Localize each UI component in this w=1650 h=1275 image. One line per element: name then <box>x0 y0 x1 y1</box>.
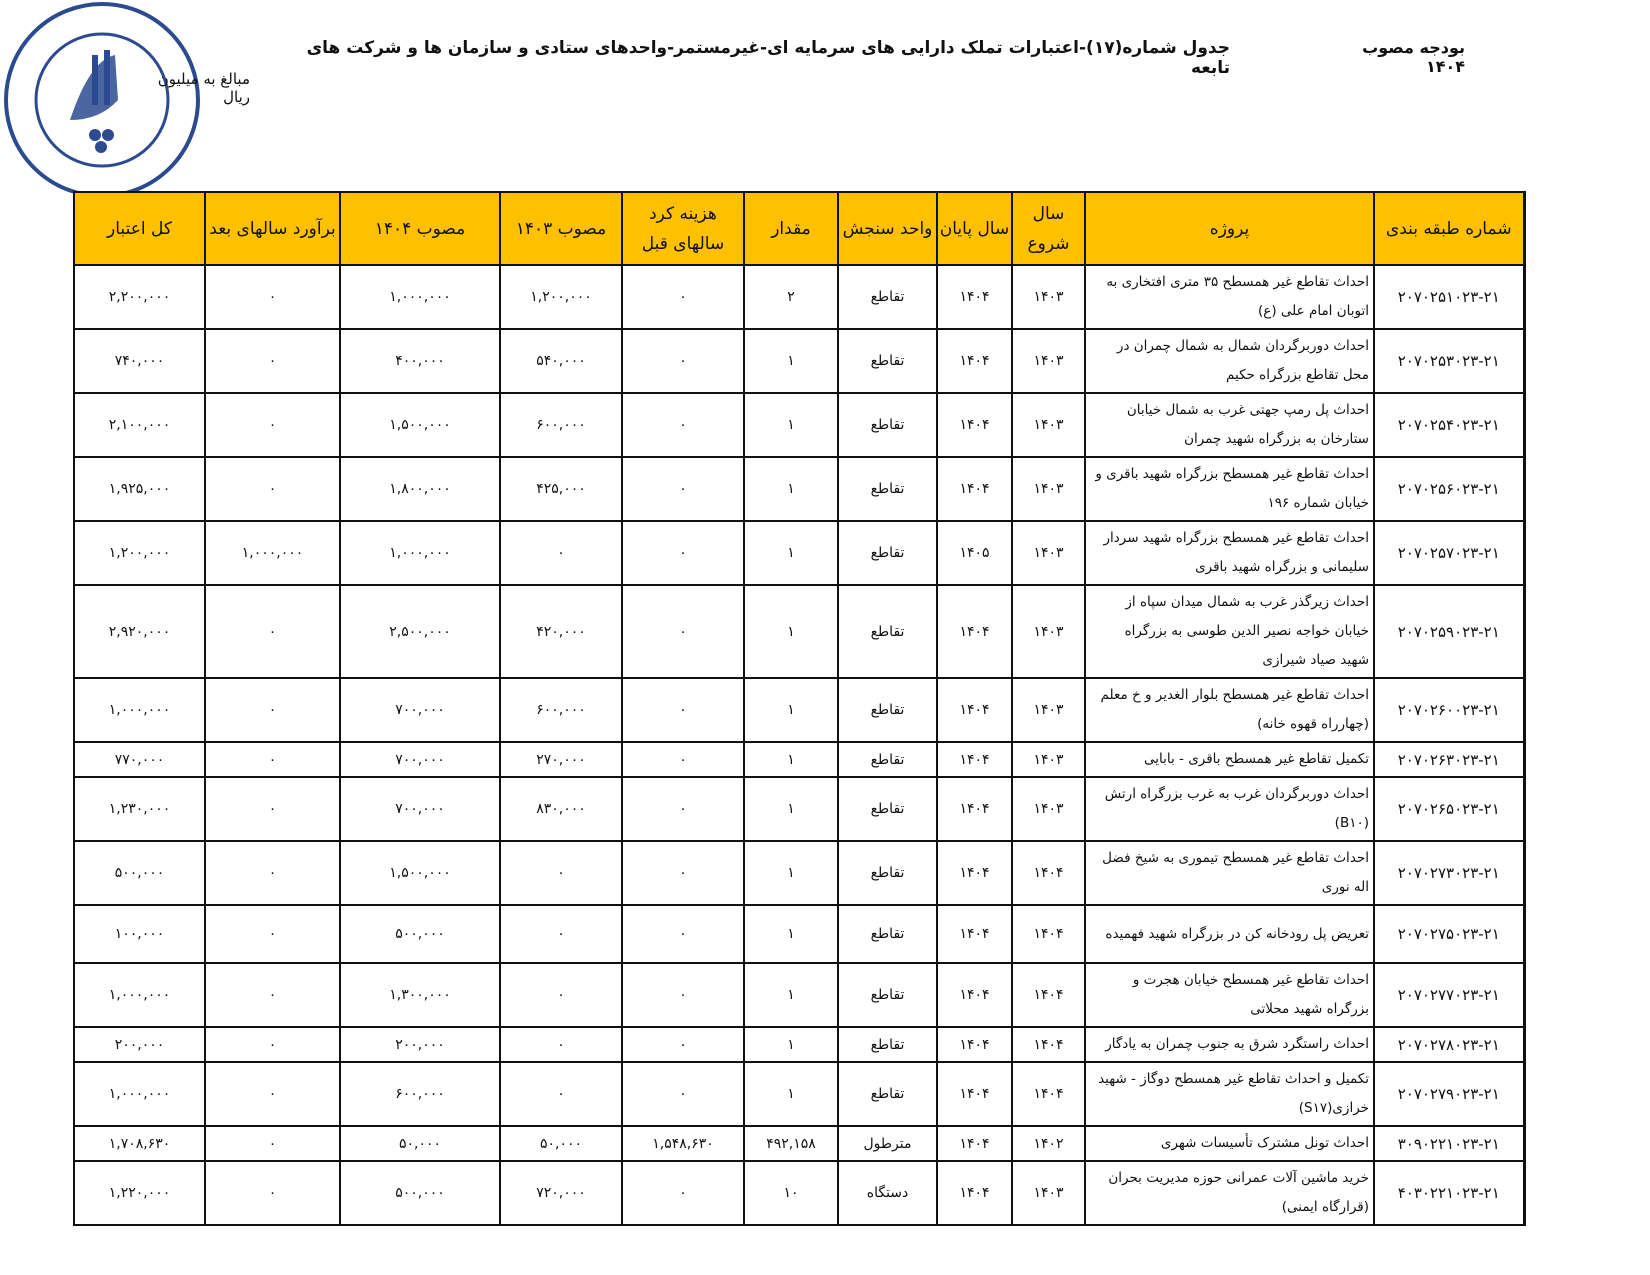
column-header-unit: واحد سنجش <box>838 192 937 265</box>
cell-quantity: ۱ <box>744 777 838 841</box>
cell-total-credit: ۱,۹۲۵,۰۰۰ <box>74 457 205 521</box>
cell-approved-1404: ۷۰۰,۰۰۰ <box>340 678 500 742</box>
cell-prior-spend: ۰ <box>622 265 744 329</box>
cell-total-credit: ۱,۷۰۸,۶۳۰ <box>74 1126 205 1161</box>
cell-prior-spend: ۰ <box>622 777 744 841</box>
cell-approved-1404: ۵۰۰,۰۰۰ <box>340 1161 500 1225</box>
cell-prior-spend: ۰ <box>622 905 744 963</box>
cell-approved-1403: ۶۰۰,۰۰۰ <box>500 678 622 742</box>
cell-end-year: ۱۴۰۴ <box>937 585 1012 678</box>
cell-prior-spend: ۰ <box>622 963 744 1027</box>
cell-unit: تقاطع <box>838 329 937 393</box>
cell-prior-spend: ۰ <box>622 457 744 521</box>
column-header-code: شماره طبقه بندی <box>1374 192 1524 265</box>
column-header-approved-1404: مصوب ۱۴۰۴ <box>340 192 500 265</box>
cell-future-estimate: ۰ <box>205 777 340 841</box>
cell-start-year: ۱۴۰۳ <box>1012 1161 1085 1225</box>
cell-future-estimate: ۰ <box>205 841 340 905</box>
table-row <box>74 963 1524 1027</box>
table-row <box>74 841 1524 905</box>
cell-prior-spend: ۰ <box>622 329 744 393</box>
cell-total-credit: ۷۷۰,۰۰۰ <box>74 742 205 777</box>
cell-start-year: ۱۴۰۳ <box>1012 585 1085 678</box>
cell-code: ۲۰۷۰۲۵۷۰۲۳-۲۱ <box>1374 521 1524 585</box>
cell-code: ۲۰۷۰۲۷۵۰۲۳-۲۱ <box>1374 905 1524 963</box>
cell-start-year: ۱۴۰۴ <box>1012 963 1085 1027</box>
cell-future-estimate: ۰ <box>205 265 340 329</box>
cell-approved-1403: ۰ <box>500 521 622 585</box>
cell-quantity: ۲ <box>744 265 838 329</box>
cell-end-year: ۱۴۰۴ <box>937 742 1012 777</box>
cell-approved-1403: ۰ <box>500 841 622 905</box>
cell-project: احداث دوربرگردان غرب به غرب بزرگراه ارتش (B۱۰) <box>1085 777 1374 841</box>
cell-unit: تقاطع <box>838 265 937 329</box>
cell-start-year: ۱۴۰۴ <box>1012 841 1085 905</box>
cell-unit: دستگاه <box>838 1161 937 1225</box>
cell-code: ۲۰۷۰۲۵۶۰۲۳-۲۱ <box>1374 457 1524 521</box>
cell-end-year: ۱۴۰۴ <box>937 905 1012 963</box>
cell-approved-1404: ۵۰۰,۰۰۰ <box>340 905 500 963</box>
cell-unit: تقاطع <box>838 905 937 963</box>
cell-quantity: ۱ <box>744 841 838 905</box>
cell-approved-1403: ۱,۲۰۰,۰۰۰ <box>500 265 622 329</box>
cell-approved-1404: ۷۰۰,۰۰۰ <box>340 777 500 841</box>
cell-project: تعریض پل رودخانه کن در بزرگراه شهید فهمیده <box>1085 905 1374 963</box>
cell-code: ۴۰۳۰۲۲۱۰۲۳-۲۱ <box>1374 1161 1524 1225</box>
cell-code: ۲۰۷۰۲۵۹۰۲۳-۲۱ <box>1374 585 1524 678</box>
cell-project: تکمیل و احداث تقاطع غیر همسطح دوگاز - شهید خرازی(S۱۷) <box>1085 1062 1374 1126</box>
cell-approved-1403: ۰ <box>500 905 622 963</box>
cell-start-year: ۱۴۰۳ <box>1012 457 1085 521</box>
cell-unit: تقاطع <box>838 393 937 457</box>
cell-future-estimate: ۰ <box>205 742 340 777</box>
column-header-start-year: سال شروع <box>1012 192 1085 265</box>
cell-approved-1404: ۱,۳۰۰,۰۰۰ <box>340 963 500 1027</box>
cell-unit: تقاطع <box>838 1062 937 1126</box>
cell-quantity: ۱ <box>744 1062 838 1126</box>
cell-total-credit: ۱,۰۰۰,۰۰۰ <box>74 1062 205 1126</box>
cell-quantity: ۱ <box>744 742 838 777</box>
cell-total-credit: ۱,۰۰۰,۰۰۰ <box>74 963 205 1027</box>
cell-project: احداث تقاطع غیر همسطح بلوار الغدیر و خ معلم (چهارراه قهوه خانه) <box>1085 678 1374 742</box>
cell-start-year: ۱۴۰۳ <box>1012 393 1085 457</box>
page-title: جدول شماره(۱۷)-اعتبارات تملک دارایی های سرمایه ای-غیرمستمر-واحدهای ستادی و سازمان ها و شرکت های تابعه <box>306 38 1230 78</box>
cell-future-estimate: ۱,۰۰۰,۰۰۰ <box>205 521 340 585</box>
cell-end-year: ۱۴۰۵ <box>937 521 1012 585</box>
cell-start-year: ۱۴۰۴ <box>1012 1062 1085 1126</box>
cell-project: احداث تقاطع غیر همسطح ۳۵ متری افتخاری به اتوبان امام علی (ع) <box>1085 265 1374 329</box>
cell-prior-spend: ۰ <box>622 678 744 742</box>
cell-prior-spend: ۰ <box>622 521 744 585</box>
table-row <box>74 905 1524 963</box>
cell-start-year: ۱۴۰۳ <box>1012 521 1085 585</box>
cell-quantity: ۱ <box>744 393 838 457</box>
cell-approved-1403: ۴۲۵,۰۰۰ <box>500 457 622 521</box>
cell-future-estimate: ۰ <box>205 457 340 521</box>
table-row <box>74 521 1524 585</box>
cell-future-estimate: ۰ <box>205 329 340 393</box>
cell-approved-1403: ۲۷۰,۰۰۰ <box>500 742 622 777</box>
cell-quantity: ۱ <box>744 521 838 585</box>
budget-label: بودجه مصوب ۱۴۰۴ <box>1362 38 1465 76</box>
cell-project: تکمیل تقاطع غیر همسطح باقری - بابایی <box>1085 742 1374 777</box>
cell-code: ۲۰۷۰۲۵۳۰۲۳-۲۱ <box>1374 329 1524 393</box>
cell-project: احداث تقاطع غیر همسطح بزرگراه شهید باقری و خیابان شماره ۱۹۶ <box>1085 457 1374 521</box>
cell-future-estimate: ۰ <box>205 585 340 678</box>
cell-unit: تقاطع <box>838 521 937 585</box>
cell-code: ۲۰۷۰۲۷۹۰۲۳-۲۱ <box>1374 1062 1524 1126</box>
cell-code: ۳۰۹۰۲۲۱۰۲۳-۲۱ <box>1374 1126 1524 1161</box>
cell-total-credit: ۷۴۰,۰۰۰ <box>74 329 205 393</box>
cell-start-year: ۱۴۰۴ <box>1012 1027 1085 1062</box>
cell-prior-spend: ۰ <box>622 1027 744 1062</box>
cell-end-year: ۱۴۰۴ <box>937 678 1012 742</box>
cell-total-credit: ۲,۲۰۰,۰۰۰ <box>74 265 205 329</box>
cell-start-year: ۱۴۰۴ <box>1012 905 1085 963</box>
cell-quantity: ۱ <box>744 1027 838 1062</box>
cell-approved-1403: ۰ <box>500 1027 622 1062</box>
cell-code: ۲۰۷۰۲۵۴۰۲۳-۲۱ <box>1374 393 1524 457</box>
cell-start-year: ۱۴۰۳ <box>1012 742 1085 777</box>
column-header-prior-spend: هزینه کرد سالهای قبل <box>622 192 744 265</box>
cell-future-estimate: ۰ <box>205 1161 340 1225</box>
cell-unit: تقاطع <box>838 678 937 742</box>
cell-prior-spend: ۰ <box>622 1161 744 1225</box>
cell-project: احداث تقاطع غیر همسطح خیابان هجرت و بزرگراه شهید محلاتی <box>1085 963 1374 1027</box>
table-row <box>74 265 1524 329</box>
table-row <box>74 393 1524 457</box>
cell-end-year: ۱۴۰۴ <box>937 265 1012 329</box>
cell-code: ۲۰۷۰۲۵۱۰۲۳-۲۱ <box>1374 265 1524 329</box>
cell-future-estimate: ۰ <box>205 1126 340 1161</box>
cell-prior-spend: ۰ <box>622 393 744 457</box>
column-header-quantity: مقدار <box>744 192 838 265</box>
cell-start-year: ۱۴۰۲ <box>1012 1126 1085 1161</box>
cell-project: احداث تقاطع غیر همسطح بزرگراه شهید سردار سلیمانی و بزرگراه شهید باقری <box>1085 521 1374 585</box>
cell-project: احداث تونل مشترک تأسیسات شهری <box>1085 1126 1374 1161</box>
cell-end-year: ۱۴۰۴ <box>937 457 1012 521</box>
cell-project: احداث زیرگذر غرب به شمال میدان سپاه از خیابان خواجه نصیر الدین طوسی به بزرگراه شهید صیاد شیرازی <box>1085 585 1374 678</box>
cell-total-credit: ۱,۲۰۰,۰۰۰ <box>74 521 205 585</box>
cell-approved-1404: ۱,۵۰۰,۰۰۰ <box>340 841 500 905</box>
cell-approved-1404: ۷۰۰,۰۰۰ <box>340 742 500 777</box>
cell-end-year: ۱۴۰۴ <box>937 1027 1012 1062</box>
table-row <box>74 1062 1524 1126</box>
cell-project: احداث پل رمپ جهتی غرب به شمال خیابان ستارخان به بزرگراه شهید چمران <box>1085 393 1374 457</box>
table-row <box>74 678 1524 742</box>
cell-unit: مترطول <box>838 1126 937 1161</box>
cell-future-estimate: ۰ <box>205 905 340 963</box>
cell-unit: تقاطع <box>838 963 937 1027</box>
table-row <box>74 329 1524 393</box>
cell-total-credit: ۱,۲۲۰,۰۰۰ <box>74 1161 205 1225</box>
cell-approved-1403: ۵۰,۰۰۰ <box>500 1126 622 1161</box>
cell-total-credit: ۵۰۰,۰۰۰ <box>74 841 205 905</box>
cell-quantity: ۱ <box>744 678 838 742</box>
cell-total-credit: ۱,۰۰۰,۰۰۰ <box>74 678 205 742</box>
cell-unit: تقاطع <box>838 585 937 678</box>
cell-unit: تقاطع <box>838 841 937 905</box>
cell-code: ۲۰۷۰۲۷۸۰۲۳-۲۱ <box>1374 1027 1524 1062</box>
cell-prior-spend: ۰ <box>622 585 744 678</box>
cell-end-year: ۱۴۰۴ <box>937 393 1012 457</box>
cell-approved-1404: ۴۰۰,۰۰۰ <box>340 329 500 393</box>
table-row <box>74 1161 1524 1225</box>
budget-table <box>73 191 1526 1226</box>
cell-code: ۲۰۷۰۲۶۰۰۲۳-۲۱ <box>1374 678 1524 742</box>
column-header-end-year: سال پایان <box>937 192 1012 265</box>
units-note: مبالغ به میلیون ریال <box>157 70 250 106</box>
column-header-total-credit: کل اعتبار <box>74 192 205 265</box>
cell-end-year: ۱۴۰۴ <box>937 1062 1012 1126</box>
cell-project: احداث دوربرگردان شمال به شمال چمران در محل تقاطع بزرگراه حکیم <box>1085 329 1374 393</box>
cell-approved-1404: ۲۰۰,۰۰۰ <box>340 1027 500 1062</box>
cell-approved-1404: ۱,۰۰۰,۰۰۰ <box>340 521 500 585</box>
table-row <box>74 777 1524 841</box>
cell-approved-1404: ۱,۸۰۰,۰۰۰ <box>340 457 500 521</box>
column-header-project: پروژه <box>1085 192 1374 265</box>
table-row <box>74 742 1524 777</box>
cell-approved-1404: ۱,۰۰۰,۰۰۰ <box>340 265 500 329</box>
cell-approved-1403: ۰ <box>500 1062 622 1126</box>
cell-quantity: ۱ <box>744 585 838 678</box>
cell-unit: تقاطع <box>838 742 937 777</box>
cell-approved-1403: ۸۳۰,۰۰۰ <box>500 777 622 841</box>
cell-quantity: ۱۰ <box>744 1161 838 1225</box>
cell-approved-1403: ۶۰۰,۰۰۰ <box>500 393 622 457</box>
cell-code: ۲۰۷۰۲۷۷۰۲۳-۲۱ <box>1374 963 1524 1027</box>
cell-quantity: ۴۹۲,۱۵۸ <box>744 1126 838 1161</box>
cell-approved-1403: ۴۲۰,۰۰۰ <box>500 585 622 678</box>
column-header-approved-1403: مصوب ۱۴۰۳ <box>500 192 622 265</box>
cell-code: ۲۰۷۰۲۶۵۰۲۳-۲۱ <box>1374 777 1524 841</box>
cell-future-estimate: ۰ <box>205 1027 340 1062</box>
cell-end-year: ۱۴۰۴ <box>937 841 1012 905</box>
cell-unit: تقاطع <box>838 457 937 521</box>
cell-code: ۲۰۷۰۲۷۳۰۲۳-۲۱ <box>1374 841 1524 905</box>
table-row <box>74 1126 1524 1161</box>
cell-future-estimate: ۰ <box>205 963 340 1027</box>
cell-prior-spend: ۰ <box>622 1062 744 1126</box>
table-row <box>74 585 1524 678</box>
cell-approved-1403: ۵۴۰,۰۰۰ <box>500 329 622 393</box>
cell-total-credit: ۲,۹۲۰,۰۰۰ <box>74 585 205 678</box>
cell-future-estimate: ۰ <box>205 1062 340 1126</box>
cell-approved-1404: ۲,۵۰۰,۰۰۰ <box>340 585 500 678</box>
cell-total-credit: ۱۰۰,۰۰۰ <box>74 905 205 963</box>
cell-unit: تقاطع <box>838 1027 937 1062</box>
cell-approved-1404: ۵۰,۰۰۰ <box>340 1126 500 1161</box>
cell-end-year: ۱۴۰۴ <box>937 777 1012 841</box>
cell-approved-1403: ۷۲۰,۰۰۰ <box>500 1161 622 1225</box>
cell-total-credit: ۲۰۰,۰۰۰ <box>74 1027 205 1062</box>
cell-quantity: ۱ <box>744 905 838 963</box>
cell-quantity: ۱ <box>744 457 838 521</box>
cell-future-estimate: ۰ <box>205 678 340 742</box>
cell-prior-spend: ۰ <box>622 742 744 777</box>
cell-end-year: ۱۴۰۴ <box>937 329 1012 393</box>
cell-total-credit: ۲,۱۰۰,۰۰۰ <box>74 393 205 457</box>
cell-quantity: ۱ <box>744 329 838 393</box>
cell-end-year: ۱۴۰۴ <box>937 1126 1012 1161</box>
cell-approved-1404: ۶۰۰,۰۰۰ <box>340 1062 500 1126</box>
cell-start-year: ۱۴۰۳ <box>1012 678 1085 742</box>
cell-approved-1403: ۰ <box>500 963 622 1027</box>
cell-end-year: ۱۴۰۴ <box>937 1161 1012 1225</box>
cell-future-estimate: ۰ <box>205 393 340 457</box>
cell-project: احداث تقاطع غیر همسطح تیموری به شیخ فضل اله نوری <box>1085 841 1374 905</box>
cell-code: ۲۰۷۰۲۶۳۰۲۳-۲۱ <box>1374 742 1524 777</box>
table-row <box>74 457 1524 521</box>
cell-total-credit: ۱,۲۳۰,۰۰۰ <box>74 777 205 841</box>
cell-project: احداث راستگرد شرق به جنوب چمران به یادگار <box>1085 1027 1374 1062</box>
cell-prior-spend: ۰ <box>622 841 744 905</box>
cell-start-year: ۱۴۰۳ <box>1012 265 1085 329</box>
cell-unit: تقاطع <box>838 777 937 841</box>
table-row <box>74 1027 1524 1062</box>
cell-start-year: ۱۴۰۳ <box>1012 329 1085 393</box>
cell-prior-spend: ۱,۵۴۸,۶۳۰ <box>622 1126 744 1161</box>
cell-end-year: ۱۴۰۴ <box>937 963 1012 1027</box>
cell-project: خرید ماشین آلات عمرانی حوزه مدیریت بحران (قرارگاه ایمنی) <box>1085 1161 1374 1225</box>
cell-approved-1404: ۱,۵۰۰,۰۰۰ <box>340 393 500 457</box>
cell-quantity: ۱ <box>744 963 838 1027</box>
cell-start-year: ۱۴۰۳ <box>1012 777 1085 841</box>
column-header-future-estimate: برآورد سالهای بعد <box>205 192 340 265</box>
